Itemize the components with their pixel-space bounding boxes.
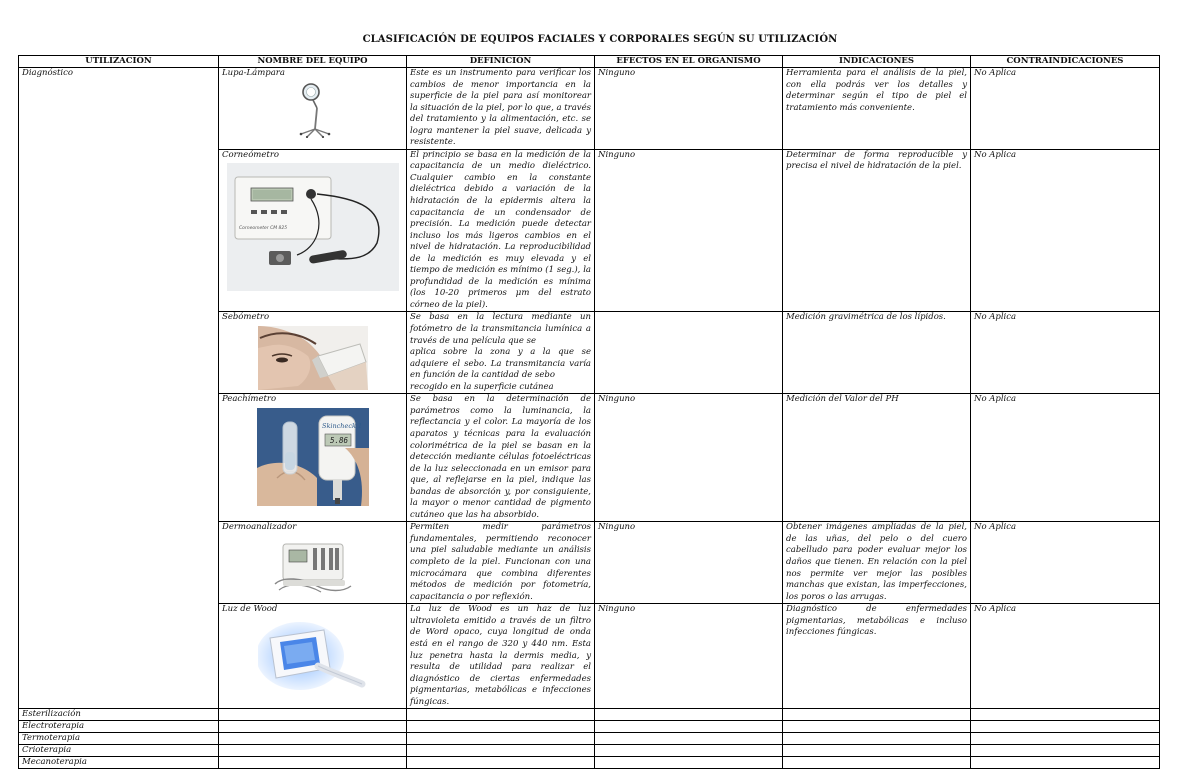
header-definicion: DEFINICIÓN [407, 56, 595, 68]
equipment-name: Dermoanalizador [222, 522, 297, 533]
equipment-name-cell [219, 312, 407, 394]
equipment-name: Luz de Wood [222, 604, 278, 615]
indications-cell: Medición del Valor del PH [783, 394, 971, 522]
definition-line: recogido en la superficie cutánea [410, 381, 554, 392]
contraindications-cell: No Aplica [971, 68, 1160, 150]
definition-cell: Este es un instrumento para verificar los cambios de menor importancia en la superficie de la piel para así monitorear la situación de la piel, por lo que, a través del tratamiento y la alimentación, etc. se logra mantener la piel suave, delicada y resistente. [407, 68, 595, 150]
equipment-name: Peachímetro [222, 394, 277, 405]
category-cell: Diagnóstico [19, 68, 219, 709]
indications-cell: Herramienta para el análisis de la piel, con ella podrás ver los detalles y determinar según el tipo de piel el tratamiento más conveniente. [783, 68, 971, 150]
effects-cell: Ninguno [595, 522, 783, 604]
equipment-name-cell [219, 394, 407, 522]
table-header-row [19, 56, 1160, 68]
contraindications-cell: No Aplica [971, 394, 1160, 522]
table-row [19, 733, 1160, 745]
indications-cell: Determinar de forma reproducible y precisa el nivel de hidratación de la piel. [783, 149, 971, 312]
table-row [19, 745, 1160, 757]
equipment-name: Sebómetro [222, 312, 270, 323]
corneometer-image [227, 163, 399, 291]
category-cell: Esterilización [19, 709, 219, 721]
category-cell: Mecanoterapia [19, 757, 219, 769]
device-label: Corneometer CM 825 [238, 226, 287, 232]
sebometer-image [258, 326, 368, 390]
definition-cell: Permiten medir parámetros fundamentales, permitiendo reconocer una piel saludable mediante un análisis completo de la piel. Funcionan con una microcámara que combina diferentes métodos de medición por fotometría, capacitancia o por reflexión. [407, 522, 595, 604]
device-reading: 5.86 [329, 435, 348, 445]
effects-cell: Ninguno [595, 394, 783, 522]
equipment-name: Lupa-Lámpara [222, 68, 285, 78]
equipment-name-cell [219, 68, 407, 150]
skin-analyzer-image [273, 536, 353, 598]
table-row [19, 68, 1160, 150]
effects-cell [595, 312, 783, 394]
effects-cell: Ninguno [595, 604, 783, 709]
wood-lamp-image [258, 618, 368, 692]
header-utilizacion: UTILIZACIÓN [19, 56, 219, 68]
table-row [19, 757, 1160, 769]
table-row [19, 709, 1160, 721]
equipment-name: Corneómetro [222, 149, 279, 160]
header-nombre: NOMBRE DEL EQUIPO [219, 56, 407, 68]
header-contraindicaciones: CONTRAINDICACIONES [971, 56, 1160, 68]
indications-cell: Obtener imágenes ampliadas de la piel, de las uñas, del pelo o del cuero cabelludo para poder evaluar mejor los daños que tienen. En relación con la piel nos permite ver mejor las posibles manchas que existan, las imperfecciones, los poros o las arrugas. [783, 522, 971, 604]
category-cell: Crioterapia [19, 745, 219, 757]
equipment-table [18, 55, 1160, 769]
equipment-name-cell [219, 604, 407, 709]
definition-cell [407, 312, 595, 394]
definition-cell: La luz de Wood es un haz de luz ultravioleta emitido a través de un filtro de Word opaco, cuya longitud de onda está en el rango de 320 y 440 nm. Esta luz penetra hasta la dermis media, y resulta de utilidad para realizar el diagnóstico de ciertas enfermedades pigmentarias, metabólicas e infecciones fúngicas. [407, 604, 595, 709]
table-row [19, 721, 1160, 733]
contraindications-cell: No Aplica [971, 604, 1160, 709]
device-brand: Skincheck 1 [321, 421, 362, 430]
definition-line: Se basa en la lectura mediante un fotómetro de la transmitancia lumínica a través de una película que se [410, 312, 591, 346]
contraindications-cell: No Aplica [971, 149, 1160, 312]
definition-line: aplica sobre la zona y a la que se adquiere el sebo. La transmitancia varía en función de la cantidad de sebo [410, 347, 591, 381]
category-cell: Electroterapia [19, 721, 219, 733]
page-title: CLASIFICACIÓN DE EQUIPOS FACIALES Y CORPORALES SEGÚN SU UTILIZACIÓN [362, 34, 838, 45]
definition-cell: Se basa en la determinación de parámetros como la luminancia, la reflectancia y el color. La mayoría de los aparatos y técnicas para la evaluación colorimétrica de la piel se basan en la detección mediante células fotoeléctricas de la luz seleccionada en un emisor para que, al reflejarse en la piel, indique las bandas de absorción y, por consiguiente, la mayor o menor cantidad de pigmento cutáneo que las ha absorbido. [407, 394, 595, 522]
indications-cell: Diagnóstico de enfermedades pigmentarias, metabólicas e incluso infecciones fúngicas. [783, 604, 971, 709]
contraindications-cell: No Aplica [971, 312, 1160, 394]
magnifier-lamp-image [283, 82, 343, 138]
contraindications-cell: No Aplica [971, 522, 1160, 604]
effects-cell: Ninguno [595, 149, 783, 312]
definition-cell: El principio se basa en la medición de la capacitancia de un medio dieléctrico. Cualquier cambio en la constante dieléctrica debido a variación de la hidratación de la epidermis altera la capacitancia de un condensador de precisión. La medición puede detectar incluso los más ligeros cambios en el nivel de hidratación. La reproducibilidad de la medición es muy elevada y el tiempo de medición es mínimo (1 seg.), la profundidad de la medición es mínima (los 10-20 primeros μm del estrato córneo de la piel). [407, 149, 595, 312]
indications-cell: Medición gravimétrica de los lípidos. [783, 312, 971, 394]
header-indicaciones: INDICACIONES [783, 56, 971, 68]
equipment-name-cell [219, 149, 407, 312]
ph-meter-image [257, 408, 369, 506]
category-cell: Termoterapia [19, 733, 219, 745]
effects-cell: Ninguno [595, 68, 783, 150]
equipment-name-cell [219, 522, 407, 604]
header-efectos: EFECTOS EN EL ORGANISMO [595, 56, 783, 68]
